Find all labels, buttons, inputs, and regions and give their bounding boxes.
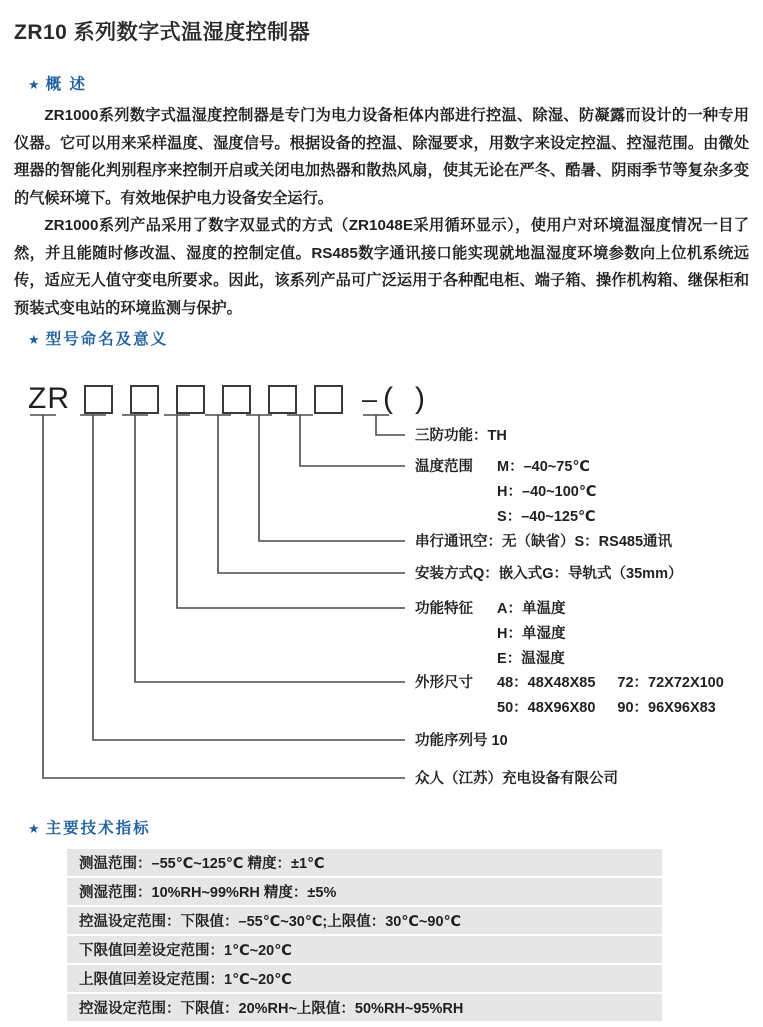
dimensions-option-90: 90：96X96X83 xyxy=(617,700,716,716)
table-row: 控温设定范围：下限值：–55℃~30℃;上限值：30℃~90℃ xyxy=(67,907,662,934)
leader-label-serial-number xyxy=(415,729,508,754)
temperature-range-option-h: H：–40~100℃ xyxy=(497,484,597,500)
function-feature-option-h: H：单湿度 xyxy=(497,626,566,642)
star-icon: ★ xyxy=(28,332,40,347)
model-code-paren-open: ( xyxy=(383,382,416,415)
function-feature-option-a: A：单温度 xyxy=(497,601,566,617)
model-code-dash: – xyxy=(362,383,378,414)
model-code-prefix: ZR xyxy=(28,382,70,415)
section-heading-specifications xyxy=(28,816,151,838)
section-heading-model-naming xyxy=(28,327,168,349)
leader-label-protection-title: 三防功能：TH xyxy=(415,428,507,444)
star-icon: ★ xyxy=(28,77,40,92)
leader-label-company xyxy=(415,767,618,792)
page-title: ZR10 系列数字式温湿度控制器 xyxy=(14,21,311,44)
section-heading-specifications-label: 主要技术指标 xyxy=(45,820,151,837)
star-icon: ★ xyxy=(28,821,40,836)
leader-label-temperature-range-title: 温度范围 xyxy=(415,459,473,475)
leader-label-temperature-range xyxy=(415,455,596,530)
dimensions-column-1 xyxy=(497,671,595,721)
leader-label-protection xyxy=(415,424,507,449)
section-heading-model-naming-label: 型号命名及意义 xyxy=(45,331,169,348)
leader-label-serial-comm-title: 串行通讯空：无（缺省）S：RS485通讯 xyxy=(415,534,673,550)
leader-label-function-feature-title: 功能特征 xyxy=(415,601,473,617)
leader-label-mounting-title: 安装方式Q：嵌入式G：导轨式（35mm） xyxy=(415,566,683,582)
section-heading-overview-label: 概 述 xyxy=(45,76,87,93)
leader-label-function-feature xyxy=(415,597,566,672)
specifications-table xyxy=(67,849,662,1023)
dimensions-column-2 xyxy=(617,671,723,721)
leader-label-mounting xyxy=(415,562,682,587)
table-row: 测温范围：–55℃~125℃ 精度：±1℃ xyxy=(67,849,662,876)
leader-label-serial-number-title: 功能序列号 10 xyxy=(415,733,508,749)
overview-paragraph-1: ZR1000系列数字式温湿度控制器是专门为电力设备柜体内部进行控温、除湿、防凝露而设计的一种专用仪器。它可以用来采样温度、湿度信号。根据设备的控温、除湿要求，用数字来设定控温、控湿范围。由微处理器的智能化判别程序来控制开启或关闭电加热器和散热风扇，使其无论在严冬、酷暑、阴雨季节等复杂多变的气候环境下。有效地保护电力设备安全运行。 xyxy=(14,107,749,207)
leader-label-company-title: 众人（江苏）充电设备有限公司 xyxy=(415,771,618,787)
temperature-range-option-m: M：–40~75℃ xyxy=(497,459,590,475)
overview-paragraph-2: ZR1000系列产品采用了数字双显式的方式（ZR1048E采用循环显示），使用户对环境温湿度情况一目了然，并且能随时修改温、湿度的控制定值。RS485数字通讯接口能实现就地温湿度环境参数向上位机系统远传，适应无人值守变电所要求。因此，该系列产品可广泛运用于各种配电柜、端子箱、操作机构箱、继保柜和预装式变电站的环境监测与保护。 xyxy=(14,217,749,317)
model-naming-diagram xyxy=(0,360,763,810)
table-row: 上限值回差设定范围：1℃~20℃ xyxy=(67,965,662,992)
model-code-paren-close: ) xyxy=(415,382,448,415)
table-row: 控湿设定范围：下限值：20%RH~上限值：50%RH~95%RH xyxy=(67,994,662,1021)
section-heading-overview xyxy=(28,72,87,94)
leader-label-dimensions-title: 外形尺寸 xyxy=(415,675,473,691)
table-row: 下限值回差设定范围：1℃~20℃ xyxy=(67,936,662,963)
dimensions-option-50: 50：48X96X80 xyxy=(497,700,596,716)
temperature-range-option-s: S：–40~125℃ xyxy=(497,509,596,525)
dimensions-option-48: 48：48X48X85 xyxy=(497,675,596,691)
leader-label-serial-comm xyxy=(415,530,672,555)
function-feature-option-e: E：温湿度 xyxy=(497,651,565,667)
leader-label-dimensions xyxy=(415,671,724,721)
dimensions-option-72: 72：72X72X100 xyxy=(617,675,724,691)
table-row: 测湿范围：10%RH~99%RH 精度：±5% xyxy=(67,878,662,905)
